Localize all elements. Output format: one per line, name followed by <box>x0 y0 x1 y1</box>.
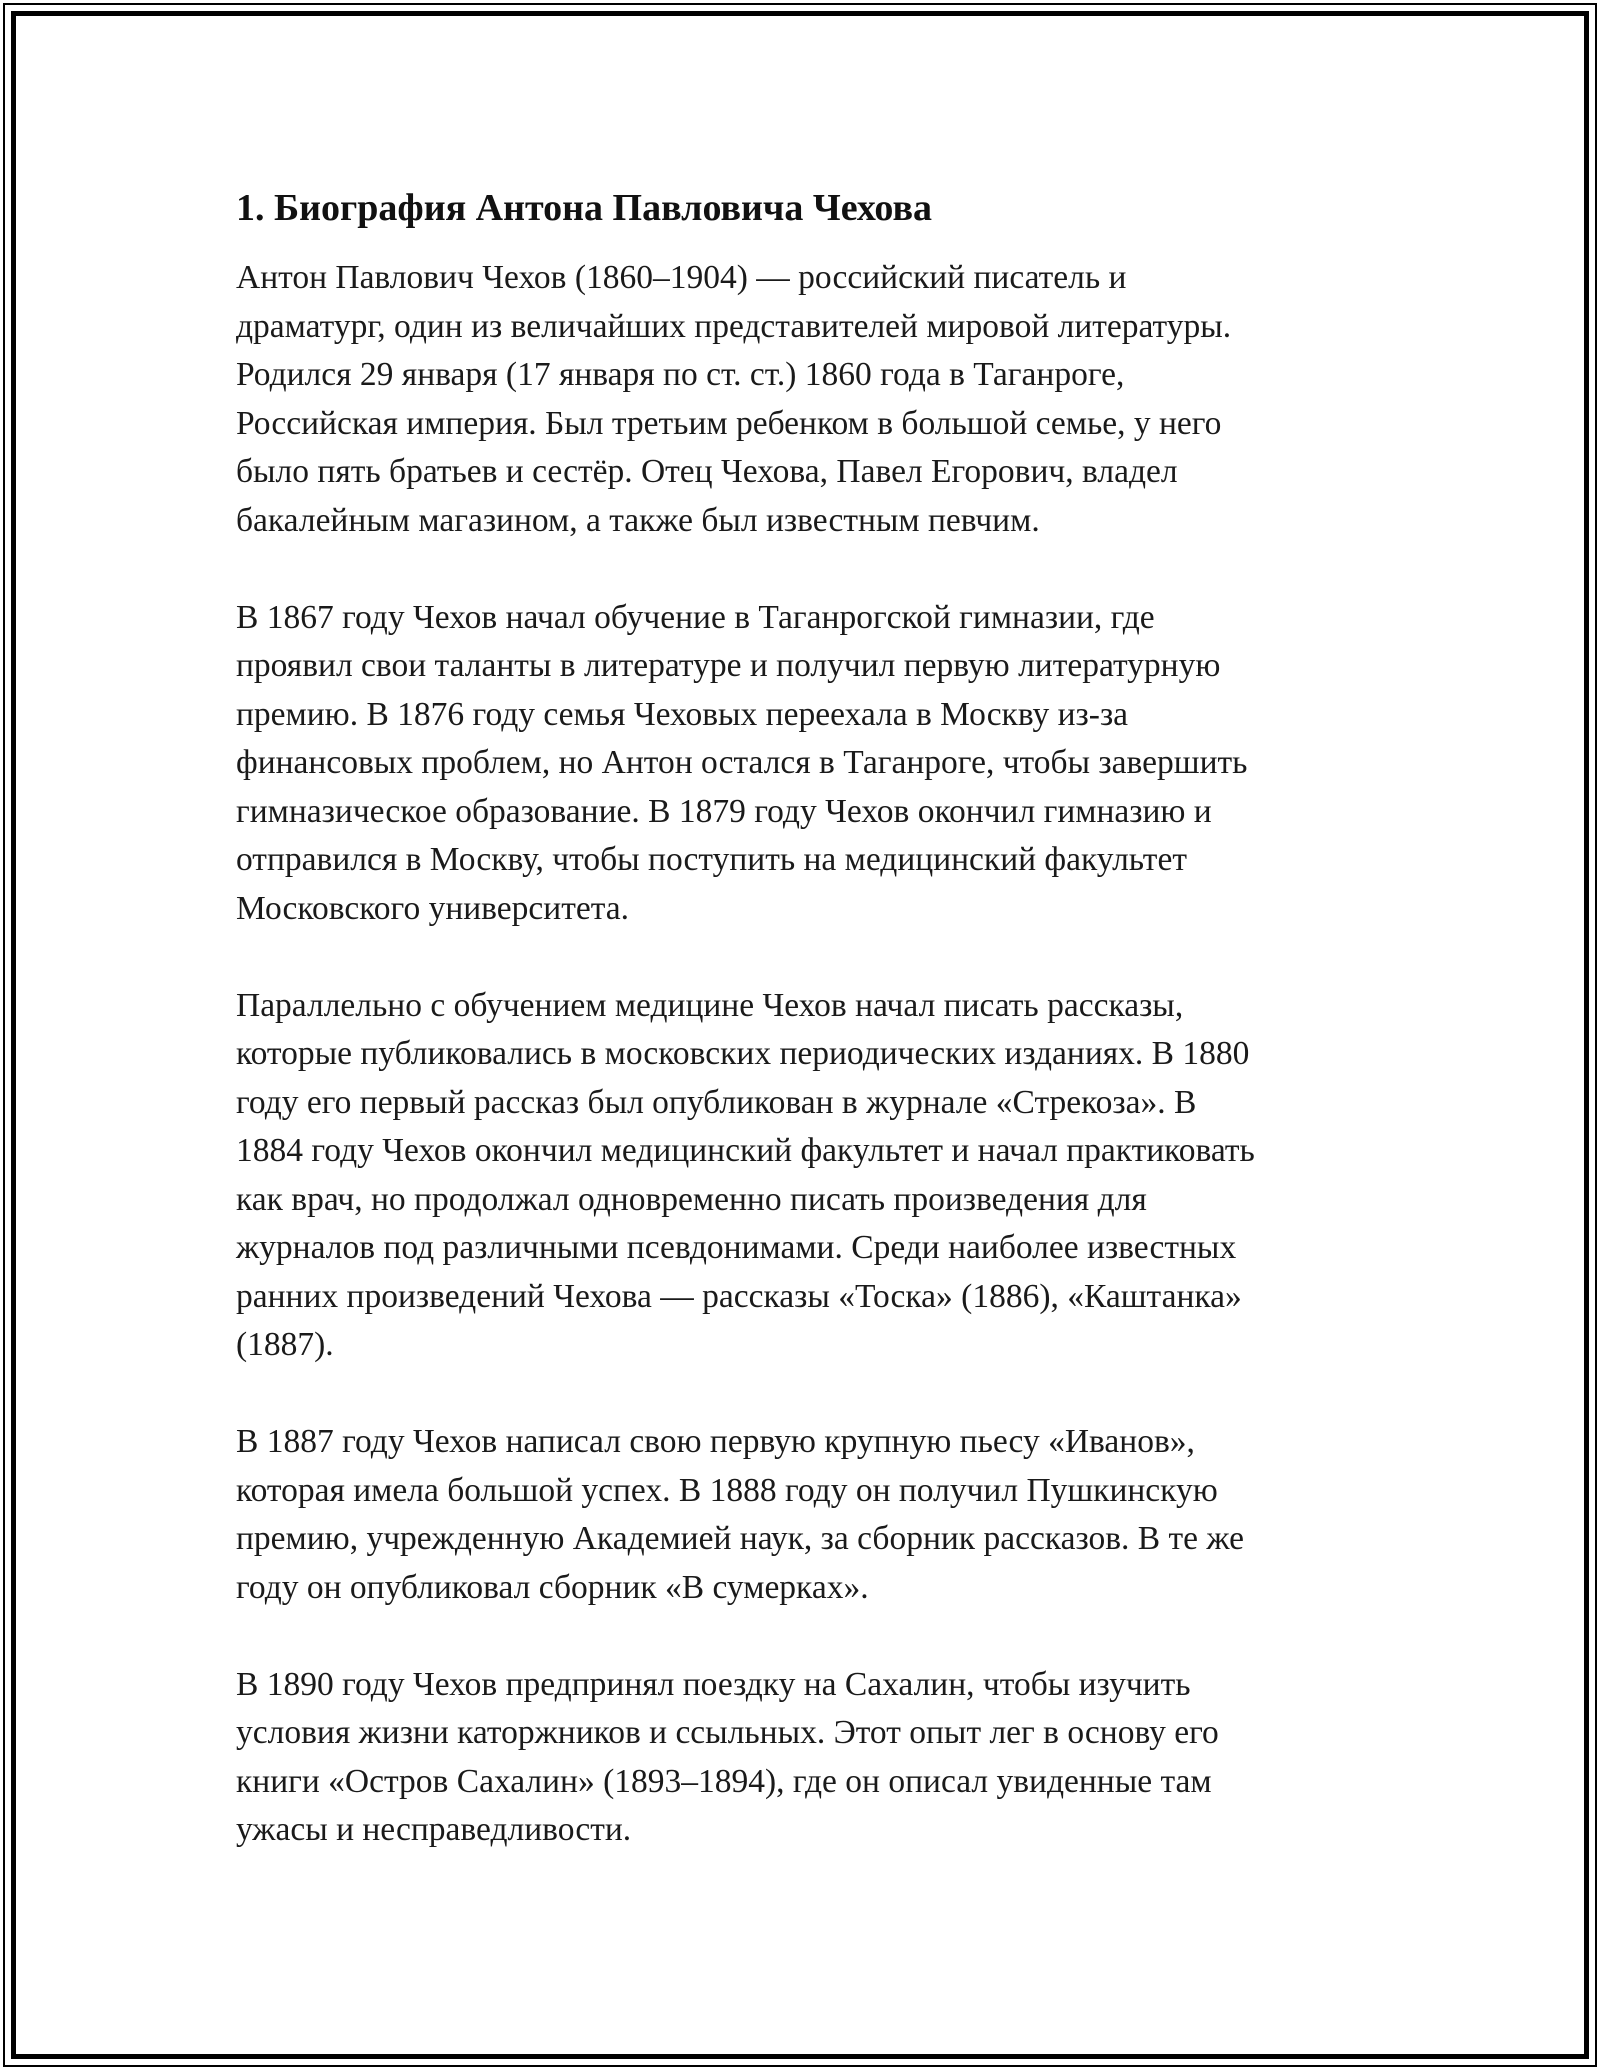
text-line: Российская империя. Был третьим ребенком в большой семье, у него <box>236 404 1222 442</box>
text-line: отправился в Москву, чтобы поступить на медицинский факультет <box>236 841 1187 878</box>
text-line: премию, учрежденную Академией наук, за сборник рассказов. В те же <box>236 1520 1244 1557</box>
text-line: премию. В 1876 году семья Чеховых переехала в Москву из-за <box>236 695 1129 733</box>
text-line: которая имела большой успех. В 1888 году он получил Пушкинскую <box>236 1471 1218 1509</box>
text-line: году его первый рассказ был опубликован в журнале «Стрекоза». В <box>236 1083 1197 1121</box>
text-line: условия жизни каторжников и ссыльных. Этот опыт лег в основу его <box>236 1714 1219 1751</box>
text-line: Родился 29 января (17 января по ст. ст.) 1860 года в Таганроге, <box>236 356 1125 393</box>
paragraph-early-works <box>236 982 1376 1370</box>
text-line: которые публиковались в московских периодических изданиях. В 1880 <box>236 1035 1250 1072</box>
text-line: книги «Остров Сахалин» (1893–1894), где он описал увиденные там <box>236 1762 1212 1800</box>
text-line: бакалейным магазином, а также был известным певчим. <box>236 501 1040 539</box>
document-body <box>236 184 1376 1903</box>
text-line: ужасы и несправедливости. <box>236 1811 632 1848</box>
paragraph-birth <box>236 254 1376 545</box>
text-line: году он опубликовал сборник «В сумерках». <box>236 1568 869 1606</box>
paragraph-sakhalin <box>236 1661 1376 1855</box>
text-line: В 1867 году Чехов начал обучение в Таганрогской гимназии, где <box>236 598 1155 636</box>
text-line: В 1890 году Чехов предпринял поездку на Сахалин, чтобы изучить <box>236 1665 1191 1703</box>
text-line: финансовых проблем, но Антон остался в Таганроге, чтобы завершить <box>236 744 1248 781</box>
text-line: ранних произведений Чехова — рассказы «Тоска» (1886), «Каштанка» <box>236 1277 1242 1315</box>
text-line: было пять братьев и сестёр. Отец Чехова, Павел Егорович, владел <box>236 453 1178 490</box>
text-line: журналов под различными псевдонимами. Среди наиболее известных <box>236 1229 1237 1266</box>
text-line: гимназическое образование. В 1879 году Чехов окончил гимназию и <box>236 792 1212 830</box>
text-line: В 1887 году Чехов написал свою первую крупную пьесу «Иванов», <box>236 1423 1195 1460</box>
text-line: проявил свои таланты в литературе и получил первую литературную <box>236 647 1221 684</box>
text-line: (1887). <box>236 1326 334 1363</box>
paragraph-ivanov <box>236 1418 1376 1612</box>
text-line: Антон Павлович Чехов (1860–1904) — российский писатель и <box>236 259 1127 296</box>
text-line: Московского университета. <box>236 889 630 927</box>
text-line: драматург, один из величайших представителей мировой литературы. <box>236 307 1232 345</box>
text-line: 1884 году Чехов окончил медицинский факультет и начал практиковать <box>236 1132 1255 1169</box>
text-line: Параллельно с обучением медицине Чехов начал писать рассказы, <box>236 986 1184 1024</box>
document-heading: 1. Биография Антона Павловича Чехова <box>236 187 932 229</box>
paragraph-education <box>236 594 1376 934</box>
text-line: как врач, но продолжал одновременно писать произведения для <box>236 1180 1147 1218</box>
